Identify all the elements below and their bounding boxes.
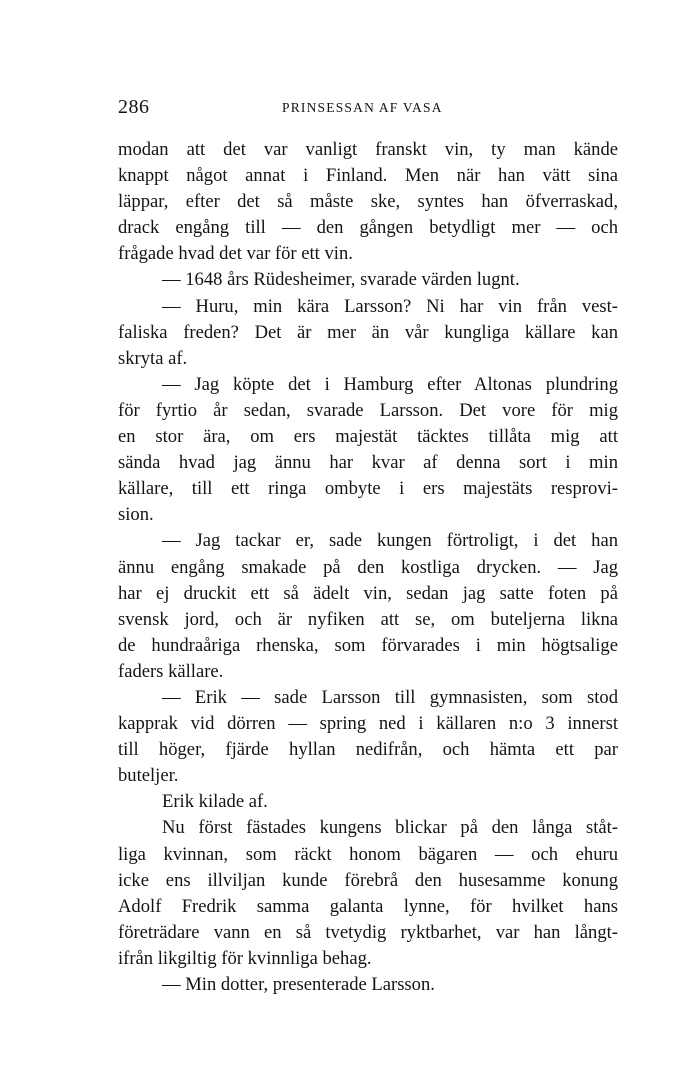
- text-line: skryta af.: [118, 347, 188, 369]
- text-line: Nu först fästades kungens blickar på den långa ståt-: [162, 817, 618, 839]
- text-line: till höger, fjärde hyllan nedifrån, och hämta ett par: [118, 739, 618, 761]
- text-line: svensk jord, och är nyfiken att se, om buteljerna likna: [118, 608, 618, 630]
- text-line: de hundraåriga rhenska, som förvarades i min högtsalige: [118, 634, 618, 656]
- text-line: faliska freden? Det är mer än vår kungliga källare kan: [118, 321, 618, 343]
- page-header: [118, 96, 618, 120]
- text-line: icke ens illviljan kunde förebrå den husesamme konung: [118, 869, 618, 891]
- body-text: [118, 137, 618, 998]
- page-number: 286: [118, 96, 150, 118]
- text-line: — Min dotter, presenterade Larsson.: [162, 974, 435, 995]
- text-line: modan att det var vanligt franskt vin, ty man kände: [118, 139, 618, 160]
- text-line: knappt något annat i Finland. Men när han vätt sina: [118, 165, 618, 187]
- text-line: kapprak vid dörren — spring ned i källaren n:o 3 innerst: [118, 713, 618, 735]
- text-line: — Huru, min kära Larsson? Ni har vin från vest-: [162, 295, 618, 317]
- text-line: läppar, efter det så måste ske, syntes han öfverraskad,: [118, 191, 618, 213]
- text-line: buteljer.: [118, 765, 179, 787]
- text-line: — 1648 års Rüdesheimer, svarade värden lugnt.: [162, 269, 520, 291]
- text-line: liga kvinnan, som räckt honom bägaren — och ehuru: [118, 843, 618, 865]
- text-line: företrädare vann en så tvetydig ryktbarhet, var han långt-: [118, 921, 618, 943]
- text-line: källare, till ett ringa ombyte i ers majestäts resprovi-: [118, 478, 618, 500]
- text-line: har ej druckit ett så ädelt vin, sedan jag satte foten på: [118, 582, 618, 604]
- text-line: sända hvad jag ännu har kvar af denna sort i min: [118, 452, 618, 474]
- running-title: PRINSESSAN AF VASA: [282, 100, 443, 115]
- text-line: Erik kilade af.: [162, 791, 268, 813]
- text-line: för fyrtio år sedan, svarade Larsson. Det vore för mig: [118, 399, 618, 421]
- text-line: sion.: [118, 504, 154, 526]
- text-line: ännu engång smakade på den kostliga drycken. — Jag: [118, 556, 618, 578]
- text-line: — Jag tackar er, sade kungen förtroligt, i det han: [162, 530, 618, 552]
- text-line: en stor ära, om ers majestät täcktes tillåta mig att: [118, 426, 618, 448]
- text-line: — Jag köpte det i Hamburg efter Altonas plundring: [162, 373, 618, 395]
- text-line: Adolf Fredrik samma galanta lynne, för hvilket hans: [118, 895, 618, 917]
- text-line: — Erik — sade Larsson till gymnasisten, som stod: [162, 686, 618, 708]
- text-line: drack engång till — den gången betydligt mer — och: [118, 217, 618, 239]
- text-line: frågade hvad det var för ett vin.: [118, 243, 353, 265]
- text-line: faders källare.: [118, 660, 224, 682]
- text-line: ifrån likgiltig för kvinnliga behag.: [118, 947, 372, 969]
